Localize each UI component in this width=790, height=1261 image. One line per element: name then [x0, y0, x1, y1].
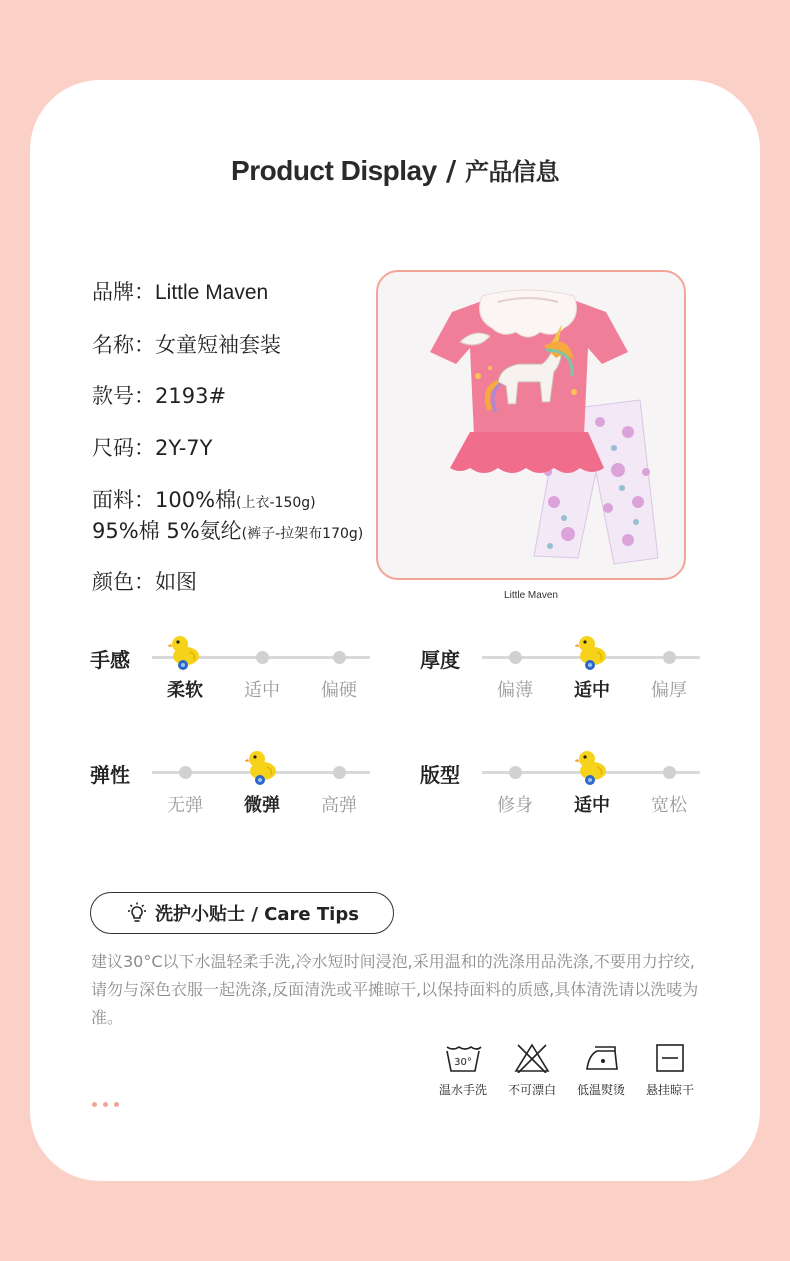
care-low-iron: 低温熨烫 — [566, 1043, 636, 1098]
duck-marker-icon — [168, 632, 202, 670]
no-bleach-icon — [512, 1043, 552, 1073]
care-hand-wash: 30° 温水手洗 — [428, 1043, 498, 1098]
spec-brand: 品牌：Little Maven — [92, 280, 269, 304]
duck-marker-icon — [575, 747, 609, 785]
page-indicator-dots — [92, 1092, 125, 1111]
spec-size: 尺码：2Y-7Y — [92, 436, 213, 460]
scale-dot — [509, 651, 522, 664]
scale-option: 微弹 — [244, 795, 280, 816]
scale-option: 高弹 — [321, 795, 357, 816]
scale-option: 适中 — [244, 680, 280, 701]
care-tips-badge: 洗护小贴士 / Care Tips — [90, 892, 394, 934]
hand-wash-30-icon — [443, 1043, 483, 1073]
scale-option: 宽松 — [651, 795, 687, 816]
product-outfit-illustration — [378, 272, 684, 578]
product-photo — [376, 270, 686, 580]
scale-label: 厚度 — [420, 648, 460, 672]
care-tips-text: 建议30°C以下水温轻柔手洗,冷水短时间浸泡,采用温和的洗涤用品洗涤,不要用力拧绞,请勿与深色衣服一起洗涤,反面清洗或平摊晾干,以保持面料的质感,具体清洗请以洗唛为准。 — [91, 952, 699, 1027]
scale-dot — [333, 766, 346, 779]
scale-dot — [663, 651, 676, 664]
care-no-bleach: 不可漂白 — [497, 1043, 567, 1098]
photo-brand-tag: Little Maven — [504, 590, 558, 601]
scale-label: 弹性 — [90, 763, 130, 787]
scale-dot — [509, 766, 522, 779]
duck-marker-icon — [245, 747, 279, 785]
spec-fabric: 面料：100%棉(上衣-150g) — [92, 488, 316, 512]
scale-dot — [256, 651, 269, 664]
duck-marker-icon — [575, 632, 609, 670]
spec-model: 款号：2193# — [92, 384, 227, 408]
scale-dot — [179, 766, 192, 779]
scale-option: 适中 — [574, 795, 610, 816]
scale-label: 手感 — [90, 648, 130, 672]
scale-dot — [333, 651, 346, 664]
scale-option: 柔软 — [167, 680, 203, 701]
scale-dot — [663, 766, 676, 779]
scale-option: 偏厚 — [651, 680, 687, 701]
spec-name: 名称：女童短袖套装 — [92, 333, 281, 357]
product-card — [30, 80, 760, 1181]
scale-option: 无弹 — [167, 795, 203, 816]
lightbulb-icon — [125, 901, 149, 925]
scale-option: 偏薄 — [497, 680, 533, 701]
scale-label: 版型 — [420, 763, 460, 787]
svg-text:30°: 30° — [454, 1057, 472, 1068]
spec-fabric-line2: 95%棉 5%氨纶(裤子-拉架布170g) — [92, 519, 364, 543]
spec-color: 颜色：如图 — [92, 570, 197, 594]
care-hang-dry: 悬挂晾干 — [635, 1043, 705, 1098]
low-iron-icon — [581, 1043, 621, 1073]
hang-dry-icon — [650, 1043, 690, 1073]
page-title: Product Display / 产品信息 — [231, 154, 559, 187]
scale-option: 修身 — [497, 795, 533, 816]
scale-option: 适中 — [574, 680, 610, 701]
scale-option: 偏硬 — [321, 680, 357, 701]
